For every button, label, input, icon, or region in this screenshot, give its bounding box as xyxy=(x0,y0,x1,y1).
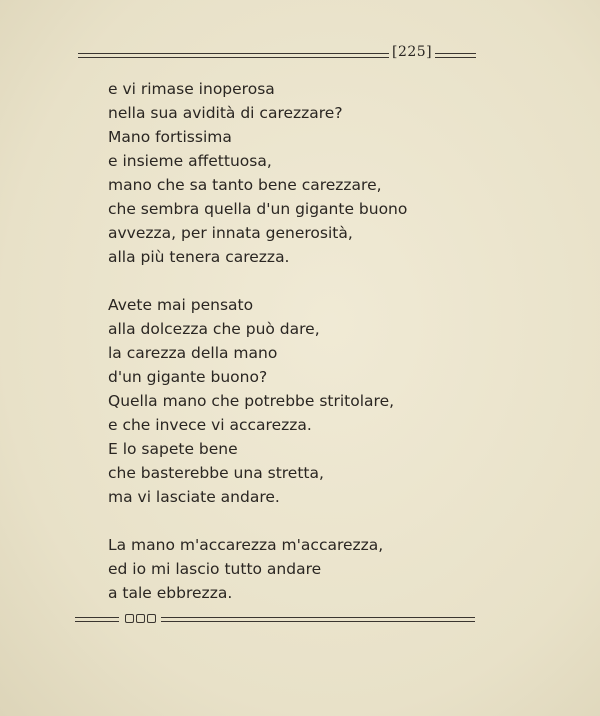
poem-line: Avete mai pensato xyxy=(108,296,254,314)
footer-rule-right-line xyxy=(161,617,475,622)
poem-line: ma vi lasciate andare. xyxy=(108,488,280,506)
poem-line: che basterebbe una stretta, xyxy=(108,464,324,482)
poem-line: alla più tenera carezza. xyxy=(108,248,290,266)
header-rule-right-line xyxy=(435,53,476,58)
ornament-box-icon xyxy=(125,614,134,623)
footer-rule-left-line xyxy=(75,617,119,622)
header-rule xyxy=(78,44,476,62)
poem-line: Mano fortissima xyxy=(108,128,232,146)
poem-line: e che invece vi accarezza. xyxy=(108,416,312,434)
footer-ornament-icon xyxy=(125,614,157,626)
ornament-box-icon xyxy=(136,614,145,623)
footer-rule xyxy=(75,614,475,626)
page-number: [225] xyxy=(392,44,433,60)
poem-body xyxy=(108,77,488,629)
poem-line: nella sua avidità di carezzare? xyxy=(108,104,343,122)
poem-line: a tale ebbrezza. xyxy=(108,584,233,602)
poem-line: che sembra quella d'un gigante buono xyxy=(108,200,408,218)
stanza-3 xyxy=(108,533,488,605)
stanza-1 xyxy=(108,77,488,269)
poem-line: mano che sa tanto bene carezzare, xyxy=(108,176,382,194)
poem-line: avvezza, per innata generosità, xyxy=(108,224,353,242)
poem-line: alla dolcezza che può dare, xyxy=(108,320,320,338)
poem-line: e vi rimase inoperosa xyxy=(108,80,275,98)
poem-line: E lo sapete bene xyxy=(108,440,238,458)
poem-line: la carezza della mano xyxy=(108,344,278,362)
poem-line: La mano m'accarezza m'accarezza, xyxy=(108,536,384,554)
stanza-2 xyxy=(108,293,488,509)
poem-line: Quella mano che potrebbe stritolare, xyxy=(108,392,395,410)
poem-line: d'un gigante buono? xyxy=(108,368,268,386)
header-rule-left-line xyxy=(78,53,389,58)
poem-line: ed io mi lascio tutto andare xyxy=(108,560,322,578)
poem-line: e insieme affettuosa, xyxy=(108,152,272,170)
ornament-box-icon xyxy=(147,614,156,623)
